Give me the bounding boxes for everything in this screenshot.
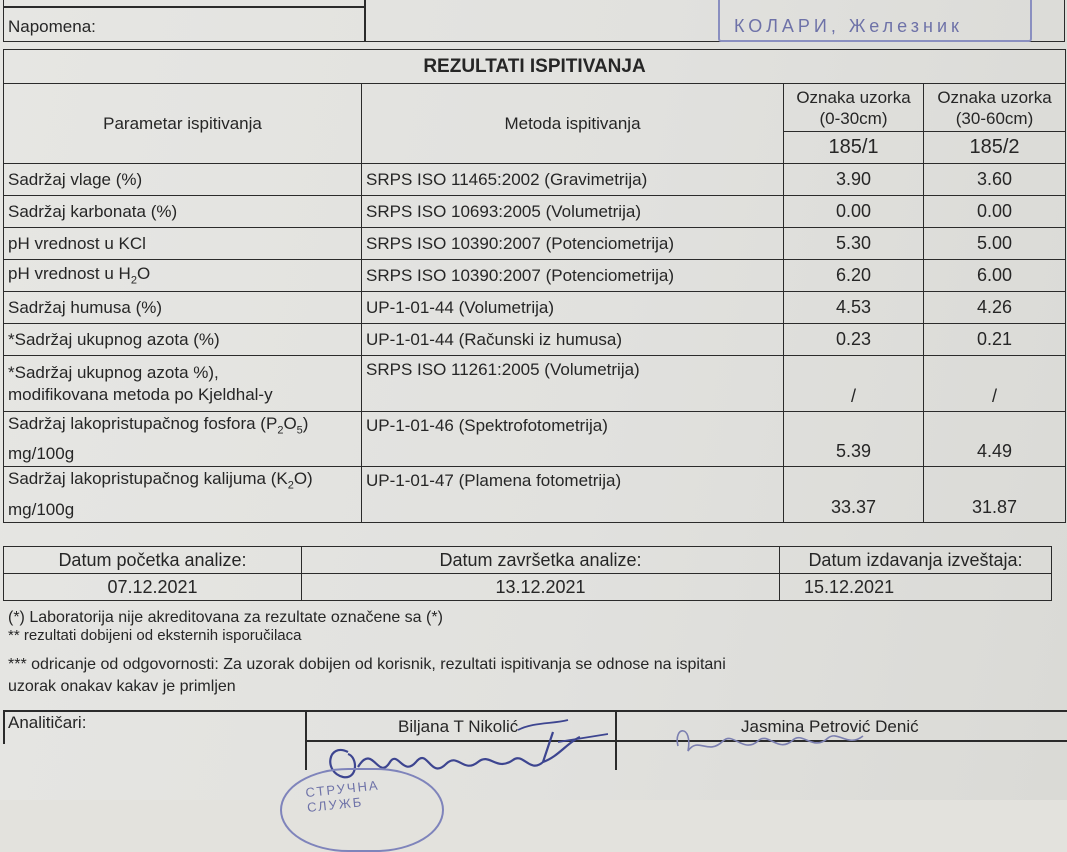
method-cell: SRPS ISO 10693:2005 (Volumetrija) xyxy=(362,196,784,228)
param-line2: mg/100g xyxy=(8,499,75,519)
note-accreditation: (*) Laboratorija nije akreditovana za rezultate označene sa (*) xyxy=(8,609,443,626)
table-row xyxy=(4,228,1066,260)
napomena-label: Napomena: xyxy=(8,17,96,36)
method-cell: SRPS ISO 11261:2005 (Volumetrija) xyxy=(362,356,784,412)
value-sample2: 4.49 xyxy=(924,412,1066,467)
sig-left-line xyxy=(3,710,5,744)
note-external: ** rezultati dobijeni od eksternih isporučilaca xyxy=(8,627,302,644)
sample1-id: 185/1 xyxy=(784,132,924,164)
param-subscript: 5 xyxy=(296,424,303,437)
analyst1-name: Biljana T Nikolić xyxy=(398,717,519,736)
value-sample1: / xyxy=(784,356,924,412)
start-date-value: 07.12.2021 xyxy=(4,574,302,601)
col-header-sample1 xyxy=(784,84,924,132)
end-date-label: Datum završetka analize: xyxy=(302,547,780,574)
start-date-label: Datum početka analize: xyxy=(4,547,302,574)
value-sample2: 3.60 xyxy=(924,164,1066,196)
param-text: Sadržaj lakopristupačnog fosfora (P xyxy=(8,414,278,433)
param-line1 xyxy=(8,467,357,497)
param-text-end: O) xyxy=(293,469,313,489)
method-cell: SRPS ISO 10390:2007 (Potenciometrija) xyxy=(362,228,784,260)
value-sample1: 33.37 xyxy=(784,467,924,522)
value-sample2: 6.00 xyxy=(924,260,1066,292)
table-row xyxy=(4,412,1066,467)
signature-2 xyxy=(668,716,888,766)
issue-date-value: 15.12.2021 xyxy=(780,574,1052,601)
sample2-title: Oznaka uzorka xyxy=(937,87,1052,107)
value-sample1: 0.00 xyxy=(784,196,924,228)
value-sample2: 5.00 xyxy=(924,228,1066,260)
value-sample1: 6.20 xyxy=(784,260,924,292)
sample2-depth: (30-60cm) xyxy=(955,108,1034,128)
issue-date-label: Datum izdavanja izveštaja: xyxy=(780,547,1052,574)
note-disclaimer-line2: uzorak onakav kakav je primljen xyxy=(8,678,236,695)
param-cell xyxy=(4,260,362,292)
value-sample2: 0.00 xyxy=(924,196,1066,228)
param-cell xyxy=(4,467,362,522)
col-header-parameter: Parametar ispitivanja xyxy=(4,84,362,164)
value-sample1: 3.90 xyxy=(784,164,924,196)
method-cell: SRPS ISO 10390:2007 (Potenciometrija) xyxy=(362,260,784,292)
results-table xyxy=(3,49,1066,523)
param-text: Sadržaj lakopristupačnog kalijuma (K xyxy=(8,469,288,489)
table-row xyxy=(4,196,1066,228)
param-text-end: O xyxy=(136,264,151,284)
table-row xyxy=(4,467,1066,522)
param-cell: *Sadržaj ukupnog azota (%) xyxy=(4,324,362,356)
sample2-id: 185/2 xyxy=(924,132,1066,164)
table-row xyxy=(4,324,1066,356)
results-title: REZULTATI ISPITIVANJA xyxy=(4,50,1066,84)
method-cell: UP-1-01-44 (Volumetrija) xyxy=(362,292,784,324)
method-cell: SRPS ISO 11465:2002 (Gravimetrija) xyxy=(362,164,784,196)
param-cell: pH vrednost u KCl xyxy=(4,228,362,260)
param-line1 xyxy=(8,412,357,442)
method-cell: UP-1-01-47 (Plamena fotometrija) xyxy=(362,467,784,522)
value-sample1: 4.53 xyxy=(784,292,924,324)
method-cell: UP-1-01-44 (Računski iz humusa) xyxy=(362,324,784,356)
col-header-method: Metoda ispitivanja xyxy=(362,84,784,164)
value-sample2: 0.21 xyxy=(924,324,1066,356)
param-cell: Sadržaj karbonata (%) xyxy=(4,196,362,228)
table-row xyxy=(4,356,1066,412)
param-subscript: 2 xyxy=(130,274,137,287)
param-cell: Sadržaj vlage (%) xyxy=(4,164,362,196)
table-row xyxy=(4,164,1066,196)
param-cell xyxy=(4,356,362,412)
sample1-title: Oznaka uzorka xyxy=(796,87,911,107)
value-sample1: 5.39 xyxy=(784,412,924,467)
param-subscript: 2 xyxy=(277,424,284,437)
stamp-top xyxy=(718,0,1032,42)
end-date-value: 13.12.2021 xyxy=(302,574,780,601)
analysts-label: Analitičari: xyxy=(8,713,87,732)
napomena-top-divider xyxy=(3,6,365,8)
analyst2-name: Jasmina Petrović Denić xyxy=(741,717,919,736)
value-sample2: / xyxy=(924,356,1066,412)
param-subscript: 2 xyxy=(287,479,294,492)
method-cell: UP-1-01-46 (Spektrofotometrija) xyxy=(362,412,784,467)
dates-table xyxy=(3,546,1052,601)
col-header-sample2 xyxy=(924,84,1066,132)
param-line2: modifikovana metoda po Kjeldhal-y xyxy=(8,384,273,404)
value-sample2: 31.87 xyxy=(924,467,1066,522)
value-sample1: 0.23 xyxy=(784,324,924,356)
param-text: pH vrednost u H xyxy=(8,264,131,284)
note-disclaimer-line1: *** odricanje od odgovornosti: Za uzorak dobijen od korisnik, rezultati ispitivanja se odnose na ispitani xyxy=(8,656,726,673)
napomena-cell-divider xyxy=(364,0,366,42)
param-text-end: ) xyxy=(302,414,309,433)
param-line1: *Sadržaj ukupnog azota %), xyxy=(8,362,219,382)
value-sample1: 5.30 xyxy=(784,228,924,260)
param-line2: mg/100g xyxy=(8,444,75,464)
sample1-depth: (0-30cm) xyxy=(819,108,888,128)
stamp-bottom-text: СТРУЧНА СЛУЖБ xyxy=(304,777,381,816)
stamp-top-text: КОЛАРИ, Железник xyxy=(734,16,963,36)
param-cell xyxy=(4,412,362,467)
value-sample2: 4.26 xyxy=(924,292,1066,324)
param-text-mid: O xyxy=(283,414,297,433)
table-row xyxy=(4,292,1066,324)
stamp-bottom xyxy=(280,768,444,852)
table-row xyxy=(4,260,1066,292)
param-cell: Sadržaj humusa (%) xyxy=(4,292,362,324)
